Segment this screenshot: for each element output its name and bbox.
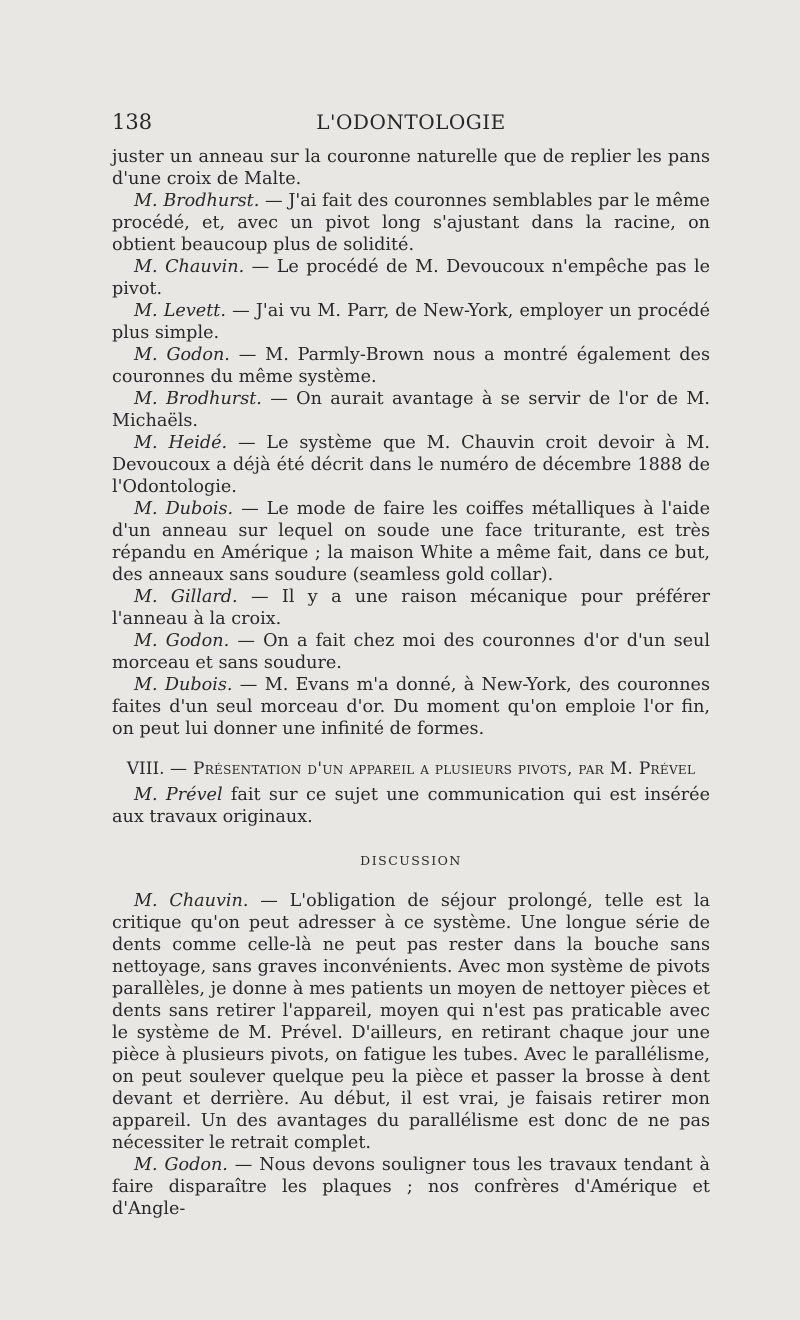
paragraph-text: — Nous devons souligner tous les travaux tendant à faire disparaître les plaques ; nos confrères d'Amérique et d'Angle- <box>112 1155 710 1219</box>
page-body <box>112 146 710 1220</box>
speaker-name: M. Chauvin. <box>134 891 249 911</box>
speaker-name: M. Levett. <box>134 301 226 321</box>
paragraph <box>112 630 710 674</box>
paragraph <box>112 256 710 300</box>
speaker-name: M. Brodhurst. <box>134 389 262 409</box>
section-number: VIII. <box>126 759 165 779</box>
speaker-name: M. Chauvin. <box>134 257 245 277</box>
paragraph-text: — J'ai fait des couronnes semblables par le même procédé, et, avec un pivot long s'ajustant dans la racine, on obtient beaucoup plus de solidité. <box>112 191 710 255</box>
paragraph-text: — Le système que M. Chauvin croit devoir à M. Devoucoux a déjà été décrit dans le numéro de décembre 1888 de l'Odontologie. <box>112 433 710 497</box>
paragraph <box>112 344 710 388</box>
discussion-heading: DISCUSSION <box>360 853 462 868</box>
speaker-name: M. Godon. <box>134 1155 228 1175</box>
paragraph <box>112 890 710 1154</box>
paragraph-text: — Le mode de faire les coiffes métalliques à l'aide d'un anneau sur lequel on soude une face triturante, est très répandu en Amérique ; la maison White a même fait, dans ce but, des anneaux sans soudure (seamless gold collar). <box>112 499 710 585</box>
speaker-name: M. Godon. <box>134 631 230 651</box>
speaker-name: M. Dubois. <box>134 675 233 695</box>
paragraph <box>112 190 710 256</box>
paragraph <box>112 784 710 828</box>
paragraph <box>112 674 710 740</box>
speaker-name: M. Godon. <box>134 345 230 365</box>
page-header <box>112 110 710 140</box>
paragraph-text: fait sur ce sujet une communication qui est insérée aux travaux originaux. <box>112 785 710 827</box>
section-heading <box>112 758 710 780</box>
paragraph <box>112 146 710 190</box>
speaker-name: M. Dubois. <box>134 499 234 519</box>
paragraph <box>112 1154 710 1220</box>
paragraph-text: — On aurait avantage à se servir de l'or de M. Michaëls. <box>112 389 710 431</box>
speaker-name: M. Prével <box>134 785 223 805</box>
paragraph-text: — M. Evans m'a donné, à New-York, des couronnes faites d'un seul morceau d'or. Du moment qu'on emploie l'or fin, on peut lui donner une infinité de formes. <box>112 675 710 739</box>
speaker-name: M. Gillard. <box>134 587 238 607</box>
paragraph-text: — M. Parmly-Brown nous a montré également des couronnes du même système. <box>112 345 710 387</box>
speaker-name: M. Brodhurst. <box>134 191 260 211</box>
page-number: 138 <box>112 110 153 134</box>
paragraph <box>112 432 710 498</box>
paragraph <box>112 498 710 586</box>
paragraph-text: — J'ai vu M. Parr, de New-York, employer un procédé plus simple. <box>112 301 710 343</box>
paragraph-text: — Le procédé de M. Devoucoux n'empêche pas le pivot. <box>112 257 710 299</box>
paragraph <box>112 586 710 630</box>
paragraph-text: — Il y a une raison mécanique pour préférer l'anneau à la croix. <box>112 587 711 629</box>
paragraph <box>112 388 710 432</box>
paragraph-text: juster un anneau sur la couronne naturelle que de replier les pans d'une croix de Malte. <box>112 147 710 189</box>
section-title: — Présentation d'un appareil a plusieurs pivots, par M. Prével <box>169 759 696 779</box>
paragraph-text: — On a fait chez moi des couronnes d'or d'un seul morceau et sans soudure. <box>112 631 711 673</box>
running-title: L'ODONTOLOGIE <box>316 110 506 134</box>
paragraph-text: — L'obligation de séjour prolongé, telle est la critique qu'on peut adresser à ce système. Une longue série de dents comme celle-là ne peut pas rester dans la bouche sans nettoyage, sans graves inconvénients. Avec mon système de pivots parallèles, je donne à mes patients un moyen de nettoyer pièces et dents sans retirer l'appareil, moyen qui n'est pas praticable avec le système de M. Prével. D'ailleurs, en retirant chaque jour une pièce à plusieurs pivots, on fatigue les tubes. Avec le parallélisme, on peut soulever quelque peu la pièce et passer la brosse à dent devant et derrière. Au début, il est vrai, je faisais retirer mon appareil. Un des avantages du parallélisme est donc de ne pas nécessiter le retrait complet. <box>112 891 710 1153</box>
speaker-name: M. Heidé. <box>134 433 228 453</box>
paragraph <box>112 300 710 344</box>
